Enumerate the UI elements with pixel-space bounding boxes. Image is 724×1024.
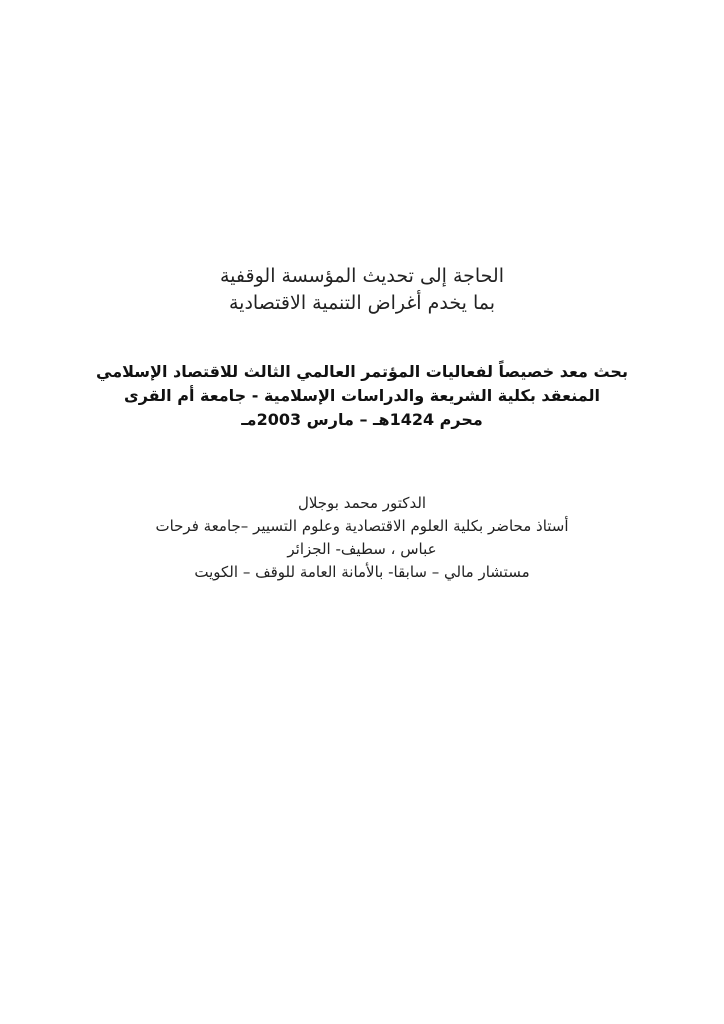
author-location: عباس ، سطيف- الجزائر [287, 540, 437, 558]
author-position: أستاذ محاضر بكلية العلوم الاقتصادية وعلوم التسيير –جامعة فرحات [155, 517, 569, 535]
author-former-role: مستشار مالي – سابقا- بالأمانة العامة للوقف – الكويت [194, 563, 530, 581]
conference-venue-line: المنعقد بكلية الشريعة والدراسات الإسلامية - جامعة أم القرى [124, 386, 600, 405]
title-line: الحاجة إلى تحديث المؤسسة الوقفية [219, 265, 504, 287]
conference-date-line: محرم 1424هـ – مارس 2003مـ [241, 410, 483, 429]
author-name: الدكتور محمد بوجلال [297, 494, 427, 512]
document-title [60, 263, 664, 317]
title-line: بما يخدم أغراض التنمية الاقتصادية [228, 292, 496, 314]
author-info [40, 492, 684, 584]
conference-line: بحث معد خصيصاً لفعاليات المؤتمر العالمي الثالث للاقتصاد الإسلامي [96, 362, 628, 381]
conference-info [60, 360, 664, 432]
